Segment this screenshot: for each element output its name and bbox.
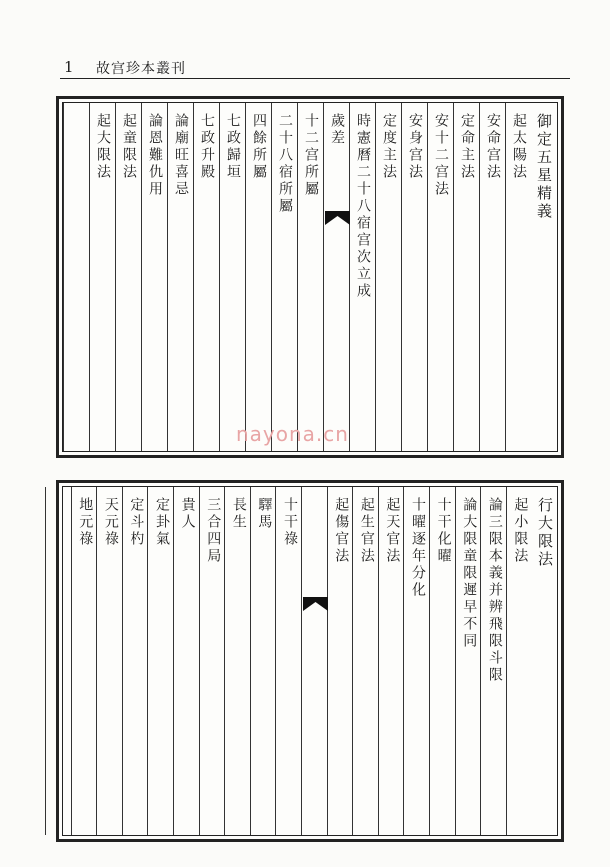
toc-entry: 十二宫所屬 (303, 113, 319, 198)
toc-column (250, 487, 276, 835)
toc-entry: 起傷官法 (333, 497, 350, 565)
toc-column (349, 103, 375, 451)
toc-entry: 七政歸垣 (225, 113, 241, 181)
fish-tail-mark-icon (325, 211, 350, 227)
toc-entry: 地元祿 (77, 497, 94, 548)
toc-entry: 七政升殿 (199, 113, 215, 181)
toc-column (531, 103, 557, 451)
toc-entry: 貴人 (179, 497, 196, 531)
toc-entry: 起太陽法 (511, 113, 527, 181)
toc-column (505, 103, 531, 451)
bottom-contents-panel (56, 480, 564, 842)
toc-entry: 論廟旺喜忌 (173, 113, 189, 198)
toc-entry: 起童限法 (121, 113, 137, 181)
toc-column (378, 487, 404, 835)
toc-entry: 長生 (230, 497, 247, 531)
toc-column (199, 487, 225, 835)
toc-column (224, 487, 250, 835)
toc-entry: 論大限童限遲早不同 (461, 497, 478, 650)
toc-entry: 起生官法 (358, 497, 375, 565)
toc-column (141, 103, 167, 451)
toc-entry: 論恩難仇用 (147, 113, 163, 198)
toc-column (480, 487, 506, 835)
bottom-panel-inner (62, 486, 558, 836)
toc-entry: 安命宫法 (485, 113, 501, 181)
top-panel-inner (62, 102, 558, 452)
toc-column (89, 103, 115, 451)
toc-entry: 行大限法 (536, 497, 554, 569)
toc-column (401, 103, 427, 451)
page-number: 1 (64, 58, 74, 76)
toc-entry: 定斗杓 (128, 497, 145, 548)
toc-column (115, 103, 141, 451)
toc-entry: 起小限法 (512, 497, 529, 565)
empty-column (63, 103, 89, 451)
toc-column (245, 103, 271, 451)
toc-entry: 三合四局 (205, 497, 222, 565)
empty-column (45, 487, 71, 835)
toc-column (455, 487, 481, 835)
toc-column (429, 487, 455, 835)
toc-entry: 論三限本義并辨飛限斗限 (486, 497, 503, 684)
toc-column (275, 487, 301, 835)
toc-column (479, 103, 505, 451)
toc-column (193, 103, 219, 451)
toc-entry: 十干化曜 (435, 497, 452, 565)
toc-entry: 時憲曆二十八宿宫次立成 (355, 113, 371, 300)
toc-column (122, 487, 148, 835)
toc-column (427, 103, 453, 451)
toc-column (71, 487, 97, 835)
toc-entry: 歲差 (329, 113, 345, 147)
toc-entry: 四餘所屬 (251, 113, 267, 181)
toc-entry: 起大限法 (95, 113, 111, 181)
toc-entry: 起天官法 (384, 497, 401, 565)
toc-column (352, 487, 378, 835)
toc-column (327, 487, 353, 835)
fish-tail-mark-icon (303, 597, 328, 613)
toc-column (403, 487, 429, 835)
toc-column (271, 103, 297, 451)
toc-column (147, 487, 173, 835)
toc-column (301, 487, 327, 835)
toc-column (531, 487, 557, 835)
toc-entry: 御定五星精義 (535, 113, 553, 221)
toc-entry: 驛馬 (256, 497, 273, 531)
toc-entry: 定卦氣 (154, 497, 170, 548)
toc-entry: 天元祿 (102, 497, 119, 548)
toc-entry: 安身宫法 (407, 113, 423, 181)
toc-column (453, 103, 479, 451)
page-header (0, 0, 610, 90)
book-title: 故宫珍本叢刊 (96, 61, 186, 77)
toc-entry: 十干祿 (282, 497, 298, 548)
toc-column (167, 103, 193, 451)
toc-entry: 定命主法 (459, 113, 475, 181)
watermark-text: nayona.cn (236, 422, 349, 446)
toc-column (323, 103, 349, 451)
toc-column (96, 487, 122, 835)
toc-entry: 十曜逐年分化 (410, 497, 426, 599)
toc-column (506, 487, 532, 835)
top-contents-panel (56, 96, 564, 458)
header-rule (60, 78, 570, 79)
toc-column (297, 103, 323, 451)
toc-column (219, 103, 245, 451)
toc-entry: 安十二宫法 (433, 113, 449, 198)
toc-entry: 二十八宿所屬 (277, 113, 293, 215)
toc-entry: 定度主法 (381, 113, 397, 181)
toc-column (173, 487, 199, 835)
toc-column (375, 103, 401, 451)
